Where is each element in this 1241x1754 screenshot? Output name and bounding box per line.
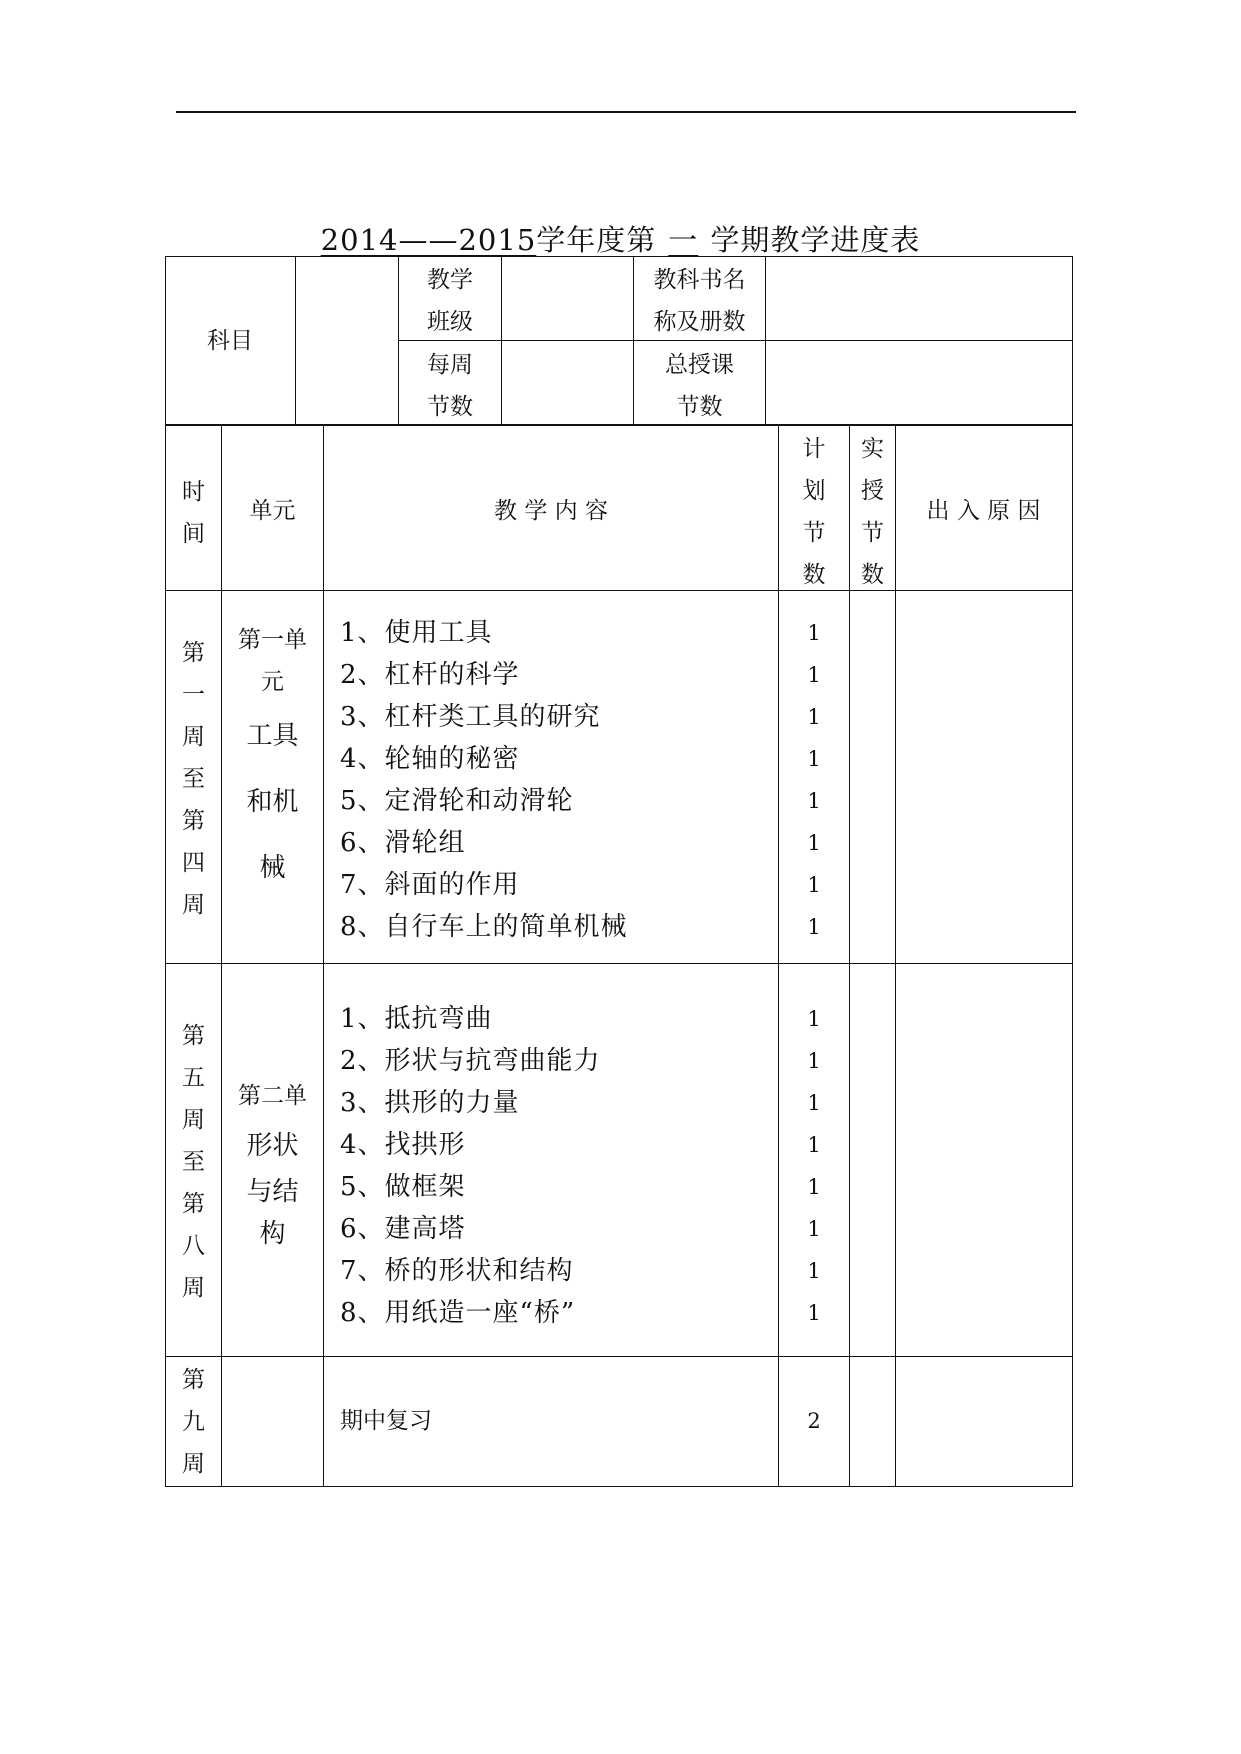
row3-content: 期中复习 bbox=[340, 1408, 432, 1434]
list-item: 1、使用工具 bbox=[340, 618, 493, 648]
list-item: 5、做框架 bbox=[340, 1172, 466, 1202]
row1-time: 第 一 周 至 第 四 周 bbox=[182, 640, 205, 918]
title-term: 一 bbox=[668, 223, 699, 257]
total-label: 总授课 节数 bbox=[665, 352, 734, 420]
row2-planned: 1 1 1 1 1 1 1 1 bbox=[807, 1007, 821, 1325]
row-divider bbox=[165, 1356, 1072, 1357]
book-label: 教科书名 称及册数 bbox=[653, 267, 746, 335]
col-actual-header: 实 授 节 数 bbox=[861, 436, 884, 588]
row2-lessons bbox=[340, 998, 601, 1334]
row2-time: 第 五 周 至 第 八 周 bbox=[182, 1023, 205, 1301]
row3-time: 第 九 周 bbox=[182, 1367, 205, 1477]
col-reason-header: 出 入 原 因 bbox=[926, 498, 1041, 524]
row2-unit: 第二单 形状 与结 构 bbox=[238, 1083, 307, 1249]
list-item: 6、建高塔 bbox=[340, 1214, 466, 1244]
row-divider bbox=[165, 590, 1072, 591]
list-item: 8、用纸造一座“桥” bbox=[340, 1298, 576, 1328]
list-item: 4、找拱形 bbox=[340, 1130, 466, 1160]
list-item: 5、定滑轮和动滑轮 bbox=[340, 786, 574, 816]
header-rule bbox=[176, 111, 1076, 113]
list-item: 2、杠杆的科学 bbox=[340, 660, 520, 690]
list-item: 6、滑轮组 bbox=[340, 828, 466, 858]
list-item: 7、斜面的作用 bbox=[340, 870, 520, 900]
list-item: 8、自行车上的简单机械 bbox=[340, 912, 628, 942]
list-item: 4、轮轴的秘密 bbox=[340, 744, 520, 774]
list-item: 3、杠杆类工具的研究 bbox=[340, 702, 601, 732]
col-time-header: 时 间 bbox=[182, 479, 205, 547]
weekly-label: 每周 节数 bbox=[427, 352, 473, 420]
col-planned-header: 计 划 节 数 bbox=[802, 436, 826, 588]
col-divider bbox=[221, 424, 222, 1486]
row-divider bbox=[165, 963, 1072, 964]
subject-label: 科目 bbox=[207, 328, 253, 354]
col-divider bbox=[323, 424, 324, 1486]
col-content-header: 教 学 内 容 bbox=[494, 498, 608, 524]
list-item: 1、抵抗弯曲 bbox=[340, 1004, 493, 1034]
col-divider bbox=[895, 424, 896, 1486]
col-unit-header: 单元 bbox=[249, 498, 296, 524]
subject-value[interactable] bbox=[296, 320, 398, 362]
title-years: 2014——2015 bbox=[320, 223, 537, 257]
row1-lessons bbox=[340, 612, 628, 948]
row3-planned: 2 bbox=[807, 1409, 821, 1433]
row1-unit: 第一单 元 工具 和机 械 bbox=[238, 627, 307, 883]
title-end: 学期教学进度表 bbox=[710, 223, 921, 257]
class-label: 教学 班级 bbox=[427, 267, 473, 335]
schedule-table bbox=[165, 424, 1073, 1487]
list-item: 7、桥的形状和结构 bbox=[340, 1256, 574, 1286]
title-mid: 学年度第 bbox=[536, 223, 657, 257]
document-title bbox=[0, 218, 1241, 259]
list-item: 2、形状与抗弯曲能力 bbox=[340, 1046, 601, 1076]
row1-planned: 1 1 1 1 1 1 1 1 bbox=[807, 621, 821, 939]
list-item: 3、拱形的力量 bbox=[340, 1088, 520, 1118]
